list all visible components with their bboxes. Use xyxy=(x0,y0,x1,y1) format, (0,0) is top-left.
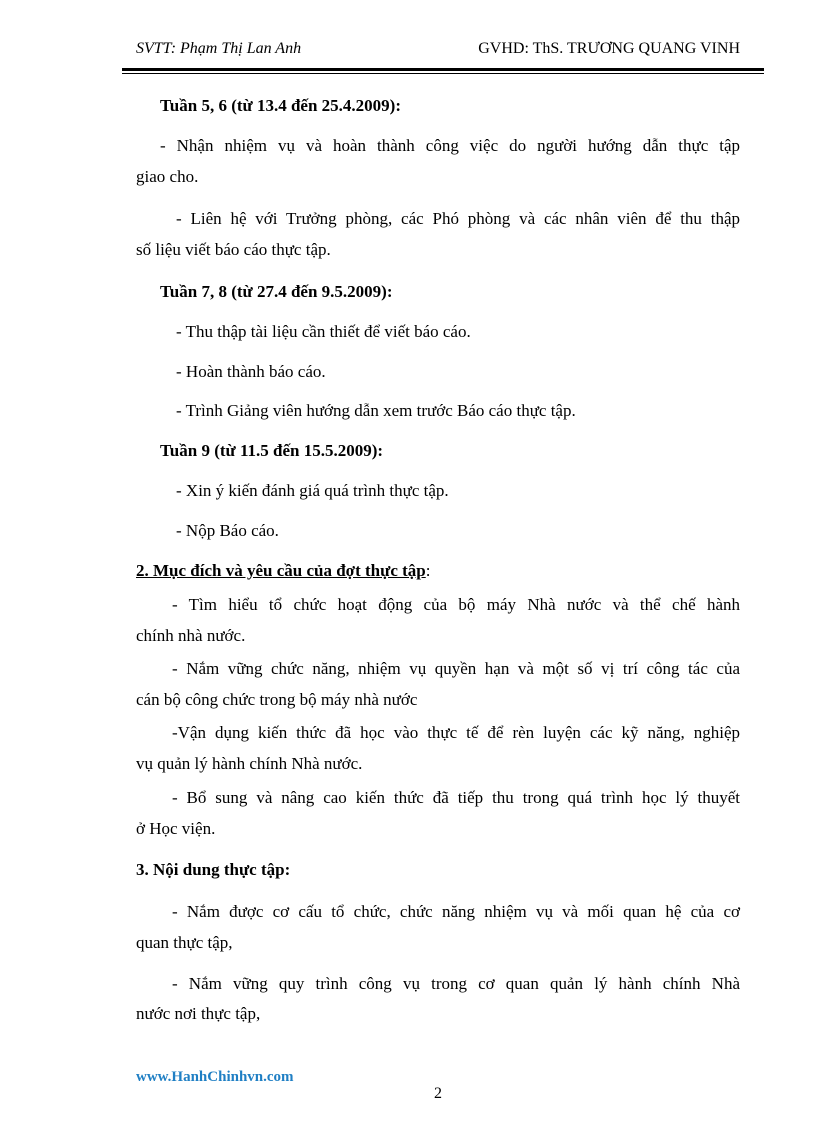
week78-heading: Tuần 7, 8 (từ 27.4 đến 9.5.2009): xyxy=(160,282,393,301)
section2-heading-row xyxy=(136,561,430,581)
week9-heading: Tuần 9 (từ 11.5 đến 15.5.2009): xyxy=(160,441,384,460)
s2-item4-line2: ở Học viện. xyxy=(136,819,216,838)
week78-item2: - Hoàn thành báo cáo. xyxy=(176,362,326,381)
header-rule-thick xyxy=(122,68,764,71)
s2-item3-line1: -Vận dụng kiến thức đã học vào thực tế để rèn luyện các kỹ năng, nghiệp xyxy=(172,723,740,742)
week56-item2-line1: - Liên hệ với Trưởng phòng, các Phó phòng và các nhân viên để thu thập xyxy=(176,209,740,228)
s2-item1-line2: chính nhà nước. xyxy=(136,626,246,645)
section2-colon: : xyxy=(425,561,431,580)
s2-item4-line1: - Bổ sung và nâng cao kiến thức đã tiếp thu trong quá trình học lý thuyết xyxy=(172,788,740,807)
week56-item1-line1: - Nhận nhiệm vụ và hoàn thành công việc do người hướng dẫn thực tập xyxy=(160,136,740,155)
header-rule-thin xyxy=(122,73,764,74)
footer-website-link[interactable]: www.HanhChinhvn.com xyxy=(136,1069,294,1085)
advisor-name: GVHD: ThS. TRƯƠNG QUANG VINH xyxy=(478,40,740,57)
s2-item2-line2: cán bộ công chức trong bộ máy nhà nước xyxy=(136,690,418,709)
s3-item1-line2: quan thực tập, xyxy=(136,933,233,952)
s3-item2-line2: nước nơi thực tập, xyxy=(136,1004,261,1023)
section3-heading: 3. Nội dung thực tập: xyxy=(136,860,291,879)
s3-item1-line1: - Nắm được cơ cấu tổ chức, chức năng nhiệm vụ và mối quan hệ của cơ xyxy=(172,902,740,921)
week9-item1: - Xin ý kiến đánh giá quá trình thực tập. xyxy=(176,481,449,500)
week56-item2-line2: số liệu viết báo cáo thực tập. xyxy=(136,240,331,259)
week78-item3: - Trình Giảng viên hướng dẫn xem trước Báo cáo thực tập. xyxy=(176,401,576,420)
s2-item1-line1: - Tìm hiểu tổ chức hoạt động của bộ máy Nhà nước và thể chế hành xyxy=(172,595,740,614)
week78-item1: - Thu thập tài liệu cần thiết để viết báo cáo. xyxy=(176,322,471,341)
week56-heading: Tuần 5, 6 (từ 13.4 đến 25.4.2009): xyxy=(160,96,401,115)
week56-item1-line2: giao cho. xyxy=(136,167,199,186)
s2-item3-line2: vụ quản lý hành chính Nhà nước. xyxy=(136,754,363,773)
section2-heading: 2. Mục đích và yêu cầu của đợt thực tập xyxy=(136,561,426,580)
student-name: SVTT: Phạm Thị Lan Anh xyxy=(136,40,302,57)
s3-item2-line1: - Nắm vững quy trình công vụ trong cơ quan quản lý hành chính Nhà xyxy=(172,974,740,993)
page-header xyxy=(136,40,740,62)
page-number: 2 xyxy=(434,1085,442,1102)
week9-item2: - Nộp Báo cáo. xyxy=(176,521,279,540)
s2-item2-line1: - Nắm vững chức năng, nhiệm vụ quyền hạn và một số vị trí công tác của xyxy=(172,659,740,678)
